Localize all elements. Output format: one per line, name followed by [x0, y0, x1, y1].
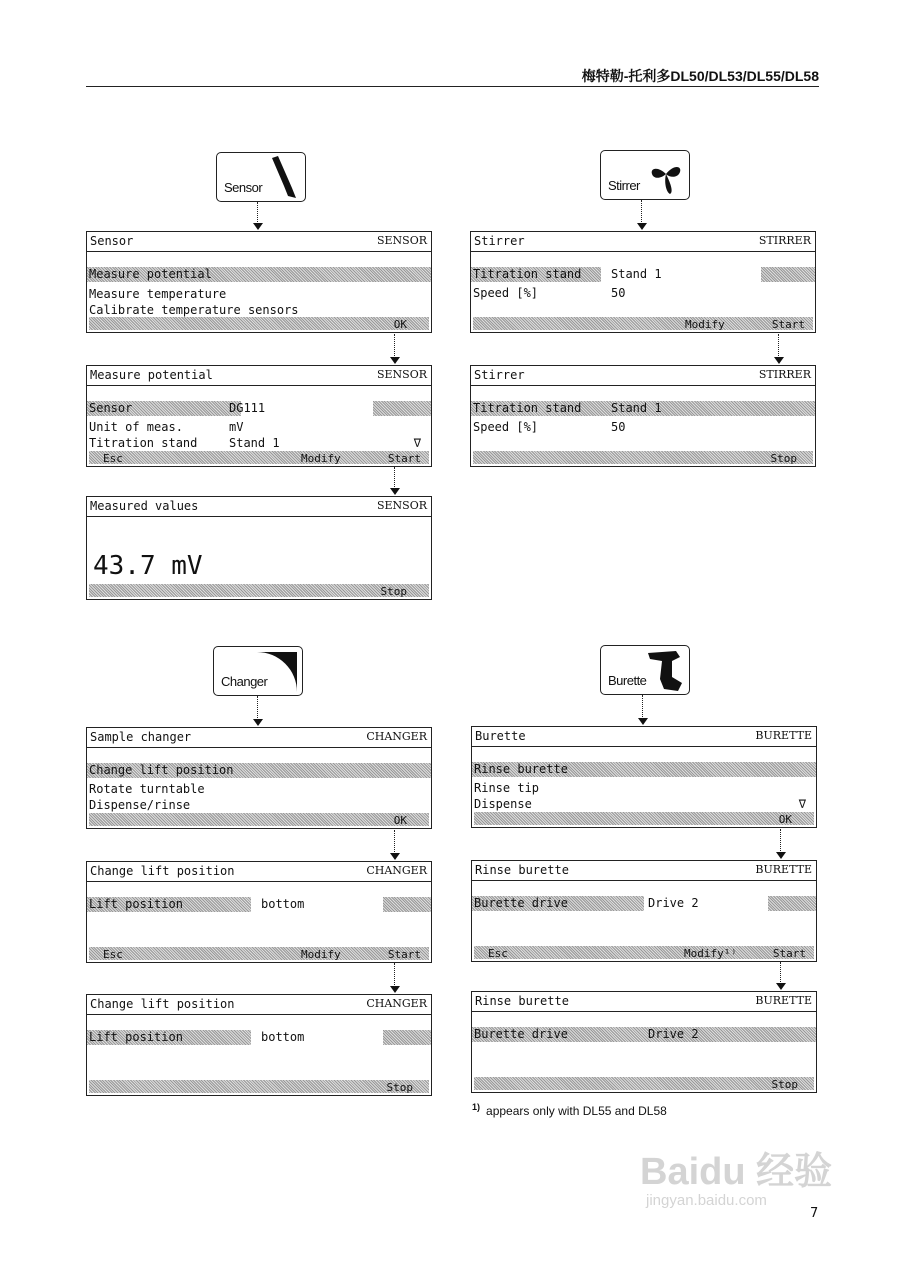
stop-softkey[interactable]: Stop [770, 452, 797, 465]
arrow-down [637, 200, 647, 230]
unit-label[interactable]: Unit of meas. [89, 420, 183, 434]
burette-rinsing-panel [471, 991, 817, 1093]
stirrer-panel [470, 231, 816, 333]
speed-label[interactable]: Speed [%] [473, 286, 539, 300]
sensor-icon-label: Sensor [224, 180, 263, 195]
menu-item-dispense[interactable]: Dispense [474, 797, 532, 811]
ok-softkey[interactable]: OK [393, 318, 407, 331]
ok-softkey[interactable]: OK [778, 813, 792, 826]
softkey-bar [474, 812, 814, 825]
unit-value: mV [229, 420, 244, 434]
stirrer-propeller-icon [646, 154, 686, 198]
changer-icon-box [213, 646, 303, 696]
scroll-down-indicator: ∇ [413, 436, 421, 450]
titration-stand-label[interactable]: Titration stand [473, 267, 582, 281]
softkey-bar [89, 317, 429, 330]
document-header: 梅特勒-托利多DL50/DL53/DL55/DL58 [581, 68, 819, 84]
lift-position-label: Lift position [89, 1030, 183, 1044]
sensor-icon-box [216, 152, 306, 202]
panel-mode: BURETTE [755, 863, 812, 876]
scroll-down-indicator: ∇ [798, 797, 806, 811]
stirrer-icon-box [600, 150, 690, 200]
titration-stand-value: Stand 1 [611, 267, 662, 281]
arrow-down [776, 962, 786, 990]
burette-menu-panel [471, 726, 817, 828]
esc-softkey[interactable]: Esc [103, 948, 123, 961]
burette-icon-label: Burette [608, 673, 647, 688]
ok-softkey[interactable]: OK [393, 814, 407, 827]
sensor-electrode-icon [262, 156, 302, 200]
menu-item-calibrate-temperature-sensors[interactable]: Calibrate temperature sensors [89, 303, 299, 317]
panel-title: Change lift position [90, 997, 235, 1011]
menu-item-rinse-tip[interactable]: Rinse tip [474, 781, 540, 795]
watermark-url: jingyan.baidu.com [646, 1192, 767, 1209]
panel-mode: SENSOR [376, 234, 427, 247]
speed-value: 50 [611, 420, 626, 434]
stop-softkey[interactable]: Stop [386, 1081, 413, 1094]
panel-mode: CHANGER [366, 730, 427, 743]
burette-drive-icon [642, 649, 686, 693]
modify-softkey[interactable]: Modify¹⁾ [684, 947, 737, 960]
start-softkey[interactable]: Start [387, 948, 421, 961]
panel-title: Burette [475, 729, 526, 743]
titration-stand-value: Stand 1 [229, 436, 280, 450]
titration-stand-value: Stand 1 [611, 401, 662, 415]
burette-drive-label: Burette drive [474, 1027, 568, 1041]
sensor-menu-panel [86, 231, 432, 333]
softkey-bar [89, 584, 429, 597]
footnote-mark: 1) [472, 1102, 481, 1112]
arrow-down [774, 334, 784, 364]
titration-stand-label: Titration stand [473, 401, 582, 415]
arrow-down [776, 829, 786, 859]
measured-reading: 43.7 mV [93, 551, 203, 581]
sensor-value: DG111 [229, 401, 266, 415]
menu-item-rinse-burette[interactable]: Rinse burette [474, 762, 568, 776]
lift-moving-panel [86, 994, 432, 1096]
menu-item-rotate-turntable[interactable]: Rotate turntable [89, 782, 205, 796]
arrow-down [390, 334, 400, 364]
rinse-burette-panel [471, 860, 817, 962]
softkey-bar [89, 1080, 429, 1093]
sensor-label[interactable]: Sensor [89, 401, 133, 415]
panel-title: Sensor [90, 234, 134, 248]
arrow-down [253, 696, 263, 726]
softkey-bar [474, 946, 814, 959]
arrow-down [253, 202, 263, 230]
panel-mode: BURETTE [755, 729, 812, 742]
arrow-down [390, 830, 400, 860]
panel-mode: SENSOR [376, 368, 427, 381]
speed-value: 50 [611, 286, 626, 300]
softkey-bar [89, 813, 429, 826]
menu-item-measure-potential[interactable]: Measure potential [89, 267, 212, 281]
lift-position-label[interactable]: Lift position [89, 897, 183, 911]
changer-icon-label: Changer [221, 674, 268, 689]
change-lift-position-panel [86, 861, 432, 963]
burette-drive-value: Drive 2 [648, 896, 699, 910]
menu-item-measure-temperature[interactable]: Measure temperature [89, 287, 227, 301]
watermark-logo: Baidu 经验 [640, 1151, 833, 1193]
footnote-text: appears only with DL55 and DL58 [486, 1104, 667, 1118]
panel-mode: STIRRER [758, 234, 811, 247]
panel-title: Rinse burette [475, 994, 569, 1008]
lift-position-value: bottom [261, 1030, 305, 1044]
modify-softkey[interactable]: Modify [301, 948, 341, 961]
softkey-bar [89, 947, 429, 960]
modify-softkey[interactable]: Modify [685, 318, 725, 331]
panel-title: Change lift position [90, 864, 235, 878]
measure-potential-panel [86, 365, 432, 467]
softkey-bar [89, 451, 429, 464]
arrow-down [390, 467, 400, 495]
softkey-bar [473, 317, 813, 330]
panel-title: Measured values [90, 499, 199, 513]
softkey-bar [473, 451, 813, 464]
stirrer-icon-label: Stirrer [608, 178, 640, 193]
footnote [472, 1102, 667, 1118]
panel-mode: STIRRER [758, 368, 811, 381]
panel-mode: SENSOR [376, 499, 427, 512]
panel-title: Sample changer [90, 730, 192, 744]
titration-stand-label[interactable]: Titration stand [89, 436, 198, 450]
esc-softkey[interactable]: Esc [488, 947, 508, 960]
panel-mode: BURETTE [755, 994, 812, 1007]
menu-item-dispense-rinse[interactable]: Dispense/rinse [89, 798, 191, 812]
measured-values-panel [86, 496, 432, 600]
burette-drive-value: Drive 2 [648, 1027, 699, 1041]
panel-title: Stirrer [474, 234, 525, 248]
panel-title: Measure potential [90, 368, 213, 382]
header-rule [86, 86, 819, 87]
softkey-bar [474, 1077, 814, 1090]
arrow-down [638, 695, 648, 725]
esc-softkey[interactable]: Esc [103, 452, 123, 465]
panel-title: Stirrer [474, 368, 525, 382]
modify-softkey[interactable]: Modify [301, 452, 341, 465]
stop-softkey[interactable]: Stop [380, 585, 407, 598]
arrow-down [390, 963, 400, 993]
speed-label: Speed [%] [473, 420, 539, 434]
burette-icon-box [600, 645, 690, 695]
stirrer-running-panel [470, 365, 816, 467]
start-softkey[interactable]: Start [771, 318, 805, 331]
sample-changer-panel [86, 727, 432, 829]
start-softkey[interactable]: Start [772, 947, 806, 960]
start-softkey[interactable]: Start [387, 452, 421, 465]
stop-softkey[interactable]: Stop [771, 1078, 798, 1091]
page-number: 7 [810, 1206, 819, 1221]
panel-mode: CHANGER [366, 997, 427, 1010]
menu-item-change-lift-position[interactable]: Change lift position [89, 763, 234, 777]
lift-position-value: bottom [261, 897, 305, 911]
panel-title: Rinse burette [475, 863, 569, 877]
panel-mode: CHANGER [366, 864, 427, 877]
burette-drive-label[interactable]: Burette drive [474, 896, 568, 910]
